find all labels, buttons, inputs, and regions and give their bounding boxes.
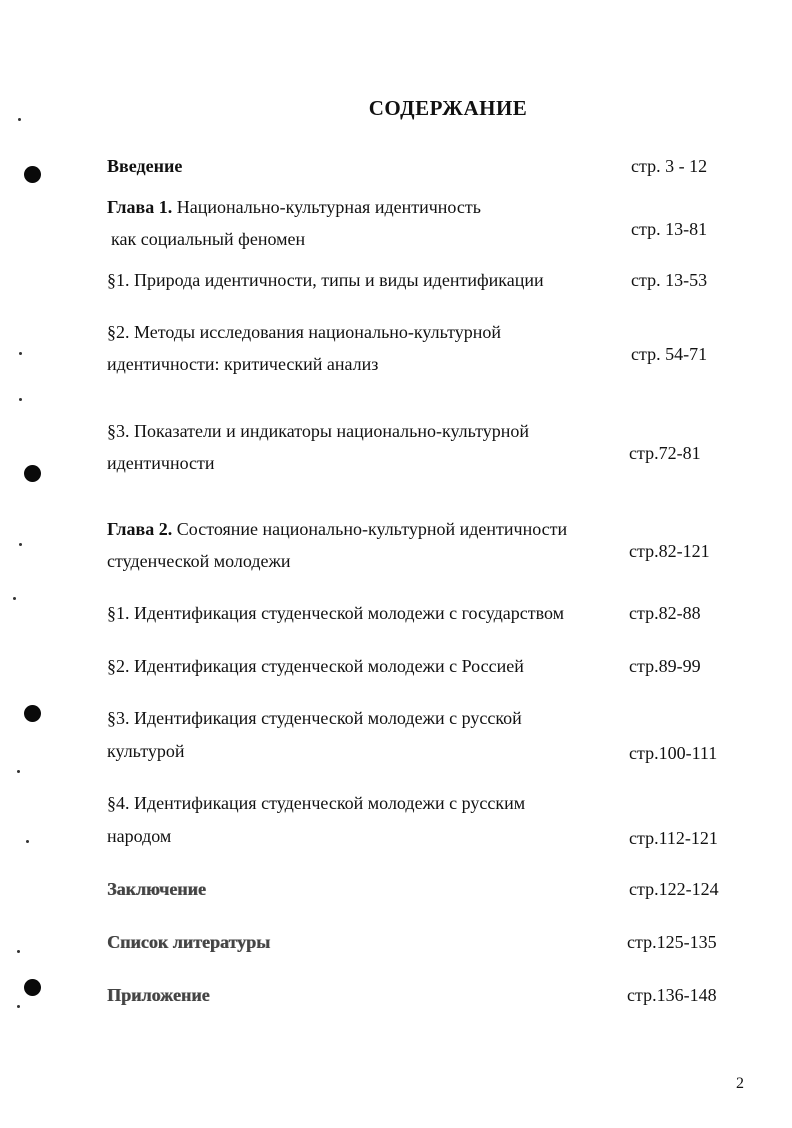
toc-ch1-section2-pages: стр. 54-71 [631, 344, 708, 364]
scan-speck [13, 597, 16, 600]
toc-ch2-section4[interactable]: §4. Идентификация студенческой молодежи с русским [107, 793, 526, 813]
toc-ch1-section1[interactable]: §1. Природа идентичности, типы и виды идентификации [107, 270, 544, 290]
chapter1-title-line1: Национально-культурная идентичность [172, 197, 481, 217]
toc-ch2-section3-line2: культурой [107, 741, 185, 761]
chapter2-prefix: Глава 2. [107, 519, 173, 539]
toc-appendix-pages: стр.136-148 [627, 985, 717, 1005]
toc-ch1-section2-line2: идентичности: критический анализ [107, 354, 379, 374]
toc-ch1-section1-pages: стр. 13-53 [631, 270, 708, 290]
punch-hole [24, 465, 41, 482]
punch-hole [24, 166, 41, 183]
toc-ch2-section1[interactable]: §1. Идентификация студенческой молодежи с государством [107, 603, 565, 623]
scan-speck [17, 1005, 20, 1008]
punch-hole [24, 705, 41, 722]
toc-ch1-section3-line2: идентичности [107, 453, 215, 473]
toc-ch2-section4-pages: стр.112-121 [629, 828, 718, 848]
punch-hole [24, 979, 41, 996]
toc-title: СОДЕРЖАНИЕ [368, 96, 528, 120]
toc-conclusion-label[interactable]: Заключение [107, 879, 206, 899]
chapter1-prefix: Глава 1. [107, 197, 173, 217]
toc-ch1-section2[interactable]: §2. Методы исследования национально-культурной [107, 322, 502, 342]
toc-bibliography-pages: стр.125-135 [627, 932, 717, 952]
toc-ch1-section3[interactable]: §3. Показатели и индикаторы национально-культурной [107, 421, 530, 441]
chapter2-title-line1: Состояние национально-культурной идентичности [172, 519, 568, 539]
toc-ch1-section3-pages: стр.72-81 [629, 443, 701, 463]
scan-speck [17, 770, 20, 773]
scan-speck [17, 950, 20, 953]
scan-speck [19, 352, 22, 355]
toc-ch2-section2[interactable]: §2. Идентификация студенческой молодежи с Россией [107, 656, 524, 676]
scan-speck [19, 398, 22, 401]
toc-appendix-label[interactable]: Приложение [107, 985, 210, 1005]
toc-chapter1-title[interactable] [107, 196, 481, 218]
toc-bibliography-label[interactable]: Список литературы [107, 932, 271, 952]
toc-chapter2-pages: стр.82-121 [629, 541, 710, 561]
toc-ch2-section3-pages: стр.100-111 [629, 743, 718, 763]
scan-speck [26, 840, 29, 843]
toc-conclusion-pages: стр.122-124 [629, 879, 719, 899]
toc-ch2-section1-pages: стр.82-88 [629, 603, 701, 623]
chapter1-title-line2: как социальный феномен [111, 229, 306, 249]
scan-speck [19, 543, 22, 546]
toc-intro-pages: стр. 3 - 12 [631, 156, 708, 176]
toc-ch2-section3[interactable]: §3. Идентификация студенческой молодежи с русской [107, 708, 522, 728]
page-number: 2 [736, 1075, 744, 1092]
chapter2-title-line2: студенческой молодежи [107, 551, 291, 571]
toc-chapter1-pages: стр. 13-81 [631, 219, 708, 239]
toc-ch2-section2-pages: стр.89-99 [629, 656, 701, 676]
toc-ch2-section4-line2: народом [107, 826, 172, 846]
toc-intro-label[interactable]: Введение [107, 156, 183, 176]
toc-chapter2-title[interactable] [107, 518, 567, 540]
